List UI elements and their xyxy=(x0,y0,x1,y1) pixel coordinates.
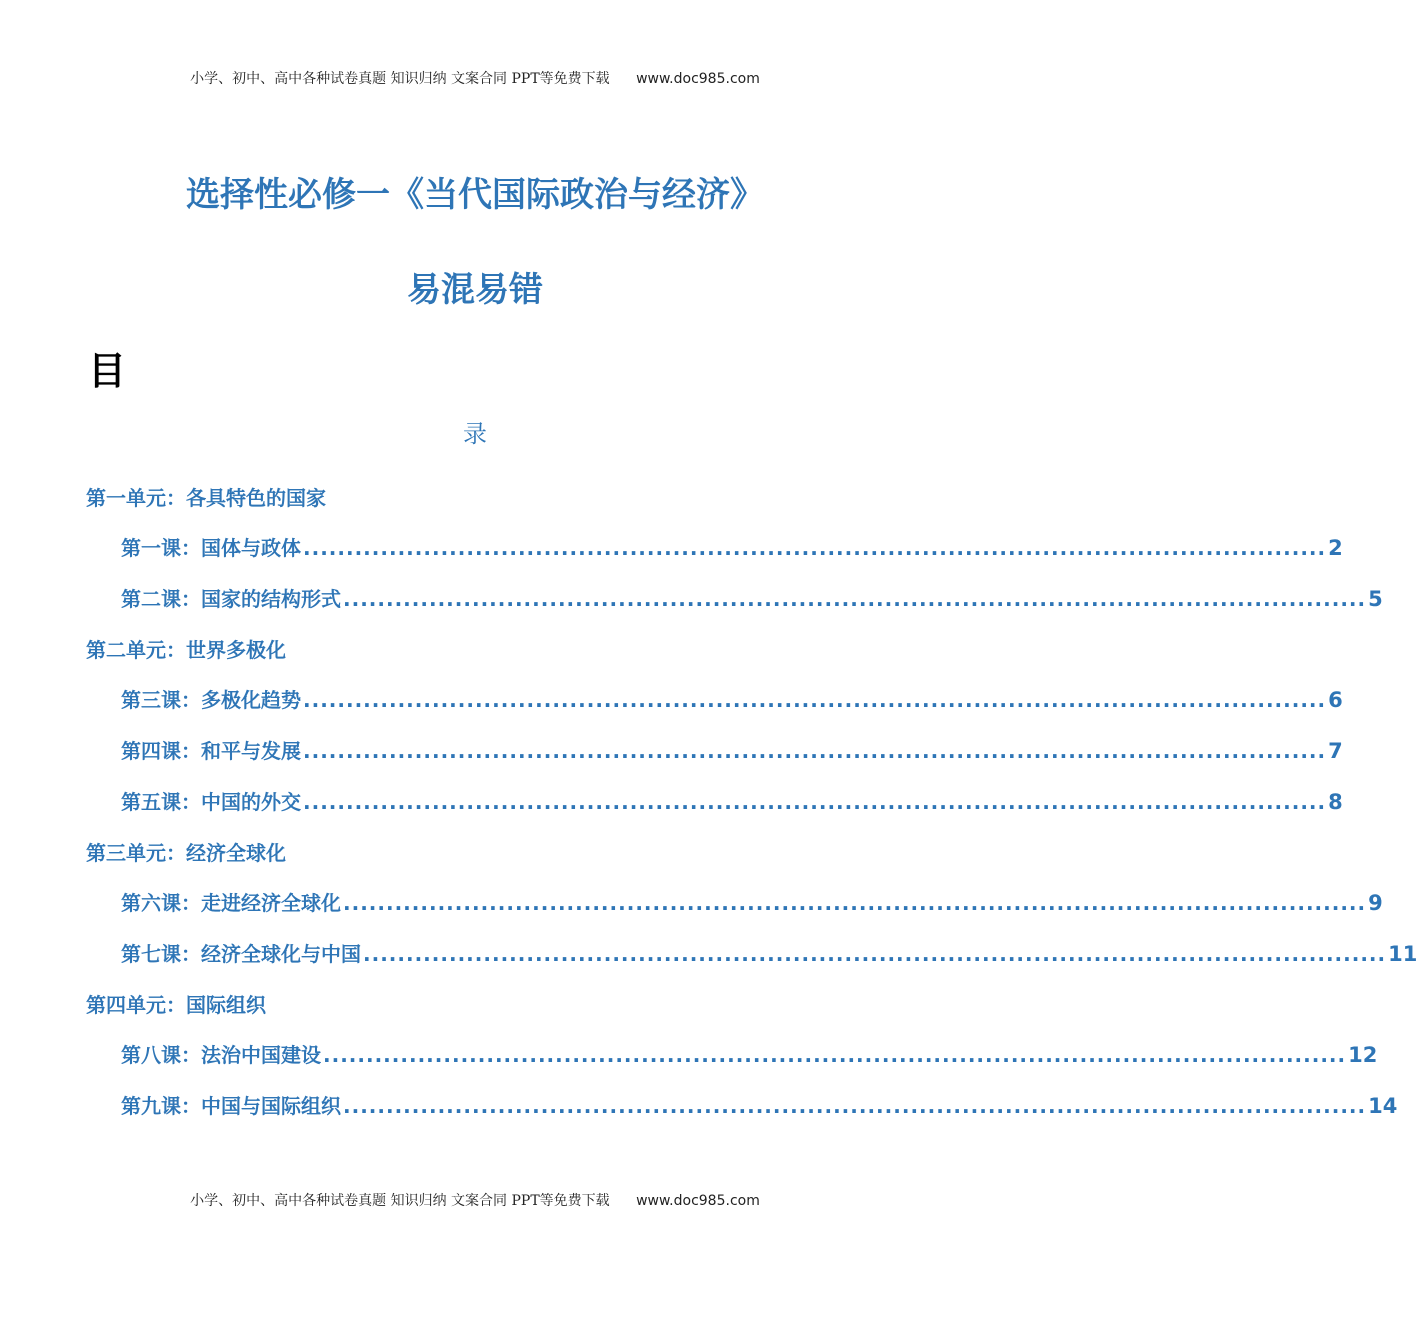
toc-lesson-label: 第四课：和平与发展 xyxy=(121,739,301,763)
document-subtitle: 易混易错 xyxy=(407,270,543,310)
header-text: 小学、初中、高中各种试卷真题 知识归纳 文案合同 PPT等免费下载 xyxy=(190,71,610,87)
toc-leader-dots: ....................................................................................................................... xyxy=(363,942,1387,966)
toc-unit-label: 第二单元：世界多极化 xyxy=(86,638,286,662)
header-site[interactable]: www.doc985.com xyxy=(636,71,760,87)
toc-leader-dots: ....................................................................................................................... xyxy=(303,739,1327,763)
toc-lesson-label: 第一课：国体与政体 xyxy=(121,536,301,560)
toc-unit[interactable] xyxy=(86,989,266,1018)
toc-lesson-label: 第二课：国家的结构形式 xyxy=(121,587,341,611)
toc-unit[interactable] xyxy=(86,634,286,663)
toc-lesson[interactable] xyxy=(121,887,1383,916)
toc-page-number: 9 xyxy=(1368,891,1383,915)
toc-leader-dots: ....................................................................................................................... xyxy=(323,1043,1347,1067)
toc-leader-dots: ....................................................................................................................... xyxy=(303,790,1327,814)
toc-lesson[interactable] xyxy=(121,735,1343,764)
toc-leader-dots: ....................................................................................................................... xyxy=(303,536,1327,560)
toc-leader-dots: ....................................................................................................................... xyxy=(343,587,1367,611)
page-header xyxy=(0,68,950,88)
footer-text: 小学、初中、高中各种试卷真题 知识归纳 文案合同 PPT等免费下载 xyxy=(190,1193,610,1209)
toc-unit-label: 第四单元：国际组织 xyxy=(86,993,266,1017)
toc-page-number: 14 xyxy=(1368,1094,1398,1118)
toc-unit-label: 第三单元：经济全球化 xyxy=(86,841,286,865)
toc-heading: 目 xyxy=(88,349,127,393)
toc-lesson[interactable] xyxy=(121,583,1383,612)
toc-page-number: 11 xyxy=(1388,942,1417,966)
toc-page-number: 12 xyxy=(1348,1043,1378,1067)
toc-lesson[interactable] xyxy=(121,786,1343,815)
toc-lesson[interactable] xyxy=(121,1039,1378,1068)
toc-page-number: 5 xyxy=(1368,587,1383,611)
toc-lesson-label: 第六课：走进经济全球化 xyxy=(121,891,341,915)
toc-page-number: 8 xyxy=(1328,790,1343,814)
toc-lesson[interactable] xyxy=(121,532,1343,561)
toc-page-number: 7 xyxy=(1328,739,1343,763)
toc-leader-dots: ....................................................................................................................... xyxy=(343,1094,1367,1118)
toc-page-number: 6 xyxy=(1328,688,1343,712)
footer-site[interactable]: www.doc985.com xyxy=(636,1193,760,1209)
toc-lesson-label: 第八课：法治中国建设 xyxy=(121,1043,321,1067)
toc-lesson[interactable] xyxy=(121,1090,1398,1119)
document-title: 选择性必修一《当代国际政治与经济》 xyxy=(186,175,764,215)
toc-lesson-label: 第三课：多极化趋势 xyxy=(121,688,301,712)
toc-lesson-label: 第九课：中国与国际组织 xyxy=(121,1094,341,1118)
toc-subheading: 录 xyxy=(463,420,487,448)
toc-leader-dots: ....................................................................................................................... xyxy=(343,891,1367,915)
toc-leader-dots: ....................................................................................................................... xyxy=(303,688,1327,712)
toc-unit-label: 第一单元：各具特色的国家 xyxy=(86,486,326,510)
toc-unit[interactable] xyxy=(86,837,286,866)
toc-page-number: 2 xyxy=(1328,536,1343,560)
page-footer xyxy=(0,1190,950,1210)
toc-unit[interactable] xyxy=(86,482,326,511)
toc-lesson[interactable] xyxy=(121,938,1417,967)
toc-lesson[interactable] xyxy=(121,684,1343,713)
toc-lesson-label: 第七课：经济全球化与中国 xyxy=(121,942,361,966)
toc-lesson-label: 第五课：中国的外交 xyxy=(121,790,301,814)
